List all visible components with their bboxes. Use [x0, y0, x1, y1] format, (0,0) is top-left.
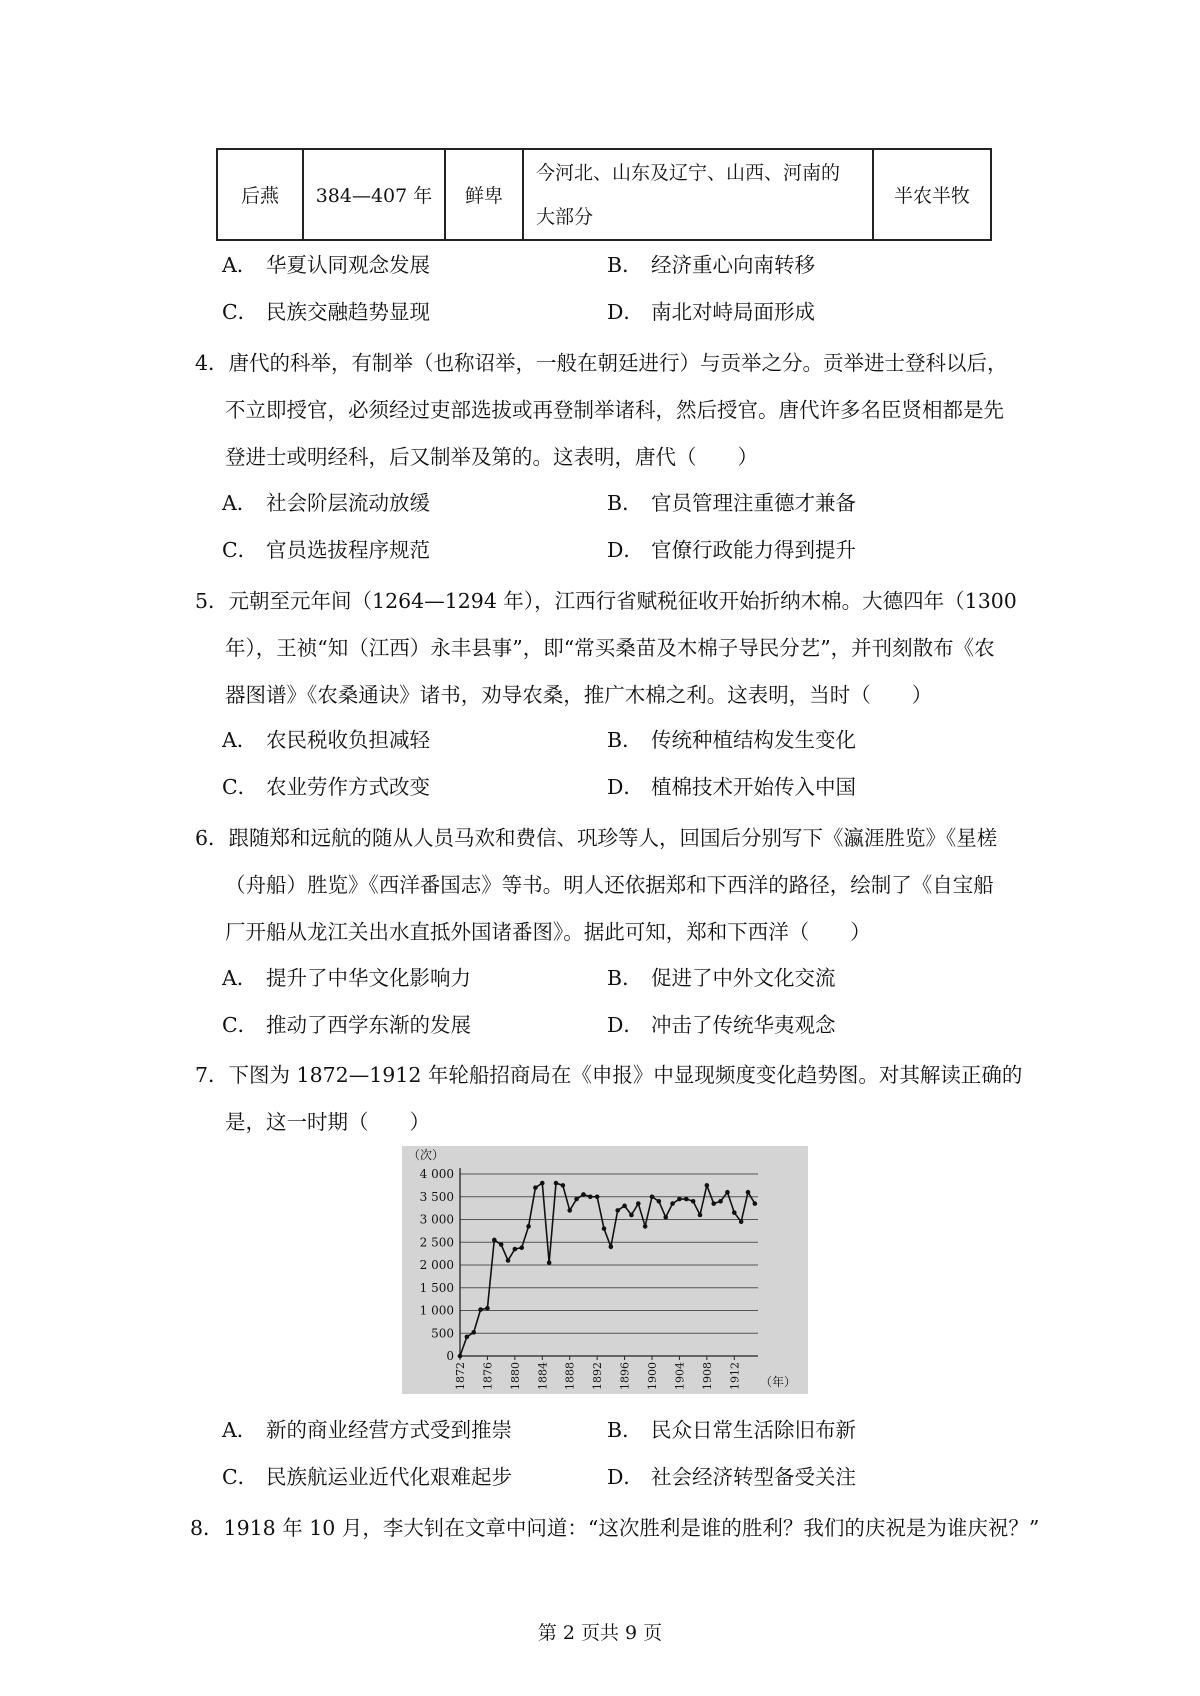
series-points: [458, 1181, 757, 1359]
shenbao-frequency-chart: [402, 1146, 808, 1394]
data-point: [588, 1194, 593, 1199]
q5-option-a[interactable]: A． 农民税收负担减轻: [222, 728, 430, 752]
q3-option-b[interactable]: B． 经济重心向南转移: [607, 253, 815, 277]
data-point: [561, 1183, 566, 1188]
q8-line-1: 8．1918 年 10 月，李大钊在文章中问道：“这次胜利是谁的胜利？我们的庆祝是为谁庆祝？”: [190, 1516, 1040, 1540]
table-row: [217, 149, 991, 240]
data-point: [698, 1213, 703, 1218]
data-point: [567, 1208, 572, 1213]
x-tick-labels: [454, 1362, 741, 1390]
x-tick-label: 1880: [508, 1362, 522, 1390]
x-tick-label: 1904: [673, 1362, 687, 1390]
data-point: [746, 1190, 751, 1195]
question-7-stem: [195, 1052, 1025, 1146]
series-polyline: [460, 1183, 755, 1356]
q5-line-2: 年），王祯“知（江西）永丰县事”，即“常买桑苗及木棉子导民分艺”，并刊刻散布《农: [225, 636, 995, 660]
q6-option-c[interactable]: C． 推动了西学东渐的发展: [222, 1013, 471, 1037]
data-point: [554, 1181, 559, 1186]
data-point: [506, 1258, 511, 1263]
table-cell-ethnic: 鲜卑: [445, 149, 523, 240]
q3-option-a[interactable]: A． 华夏认同观念发展: [222, 253, 430, 277]
data-point: [602, 1226, 607, 1231]
q6-line-2: （舟船）胜览》《西洋番国志》等书。明人还依据郑和下西洋的路径，绘制了《自宝船: [225, 873, 994, 897]
data-point: [636, 1201, 641, 1206]
data-point: [718, 1199, 723, 1204]
y-tick-label: 1 500: [419, 1280, 454, 1295]
q6-line-1: 6．跟随郑和远航的随从人员马欢和费信、巩珍等人，回国后分别写下《瀛涯胜览》《星槎: [195, 826, 998, 850]
data-point: [574, 1197, 579, 1202]
q5-options-row-2: [222, 767, 1022, 807]
q7-options-row-2: [222, 1457, 1022, 1497]
y-axis-label: （次）: [408, 1148, 445, 1162]
region-line-1: 今河北、山东及辽宁、山西、河南的: [536, 161, 841, 184]
question-4-stem: [195, 340, 1025, 481]
data-point: [513, 1247, 518, 1252]
x-tick-label: 1896: [618, 1362, 632, 1390]
data-point: [492, 1238, 497, 1243]
q4-option-c[interactable]: C． 官员选拔程序规范: [222, 538, 430, 562]
q4-options-row-2: [222, 530, 1022, 570]
data-point: [677, 1197, 682, 1202]
q6-options-row-2: [222, 1005, 1022, 1045]
data-point: [711, 1201, 716, 1206]
q4-option-a[interactable]: A． 社会阶层流动放缓: [222, 491, 430, 515]
table-cell-region: [523, 149, 873, 240]
q7-line-2: 是，这一时期（ ）: [225, 1110, 430, 1134]
data-point: [691, 1199, 696, 1204]
data-point: [609, 1245, 614, 1250]
data-point: [732, 1210, 737, 1215]
data-point: [465, 1335, 470, 1340]
q7-options-row-1: [222, 1410, 1022, 1450]
x-tick-label: 1900: [646, 1362, 659, 1390]
table-cell-years: 384—407 年: [303, 149, 445, 240]
q5-option-b[interactable]: B． 传统种植结构发生变化: [607, 728, 856, 752]
q5-options-row-1: [222, 720, 1022, 760]
x-tick-label: 1908: [700, 1362, 714, 1390]
x-tick-label: 1892: [591, 1362, 605, 1390]
question-8-stem: [190, 1505, 1050, 1552]
y-tick-label: 2 000: [419, 1258, 454, 1272]
q4-option-d[interactable]: D． 官僚行政能力得到提升: [607, 538, 856, 562]
q3-option-d[interactable]: D． 南北对峙局面形成: [607, 300, 815, 324]
data-point: [499, 1242, 504, 1247]
data-point: [458, 1354, 463, 1359]
q4-option-b[interactable]: B． 官员管理注重德才兼备: [607, 491, 856, 515]
data-point: [547, 1260, 552, 1265]
q7-option-d[interactable]: D． 社会经济转型备受关注: [607, 1465, 856, 1489]
question-6-stem: [195, 815, 1025, 956]
data-point: [684, 1197, 689, 1202]
data-point: [643, 1224, 648, 1229]
q4-line-3: 登进士或明经科，后又制举及第的。这表明，唐代（ ）: [225, 445, 758, 469]
q5-option-d[interactable]: D． 植棉技术开始传入中国: [607, 775, 856, 799]
x-tick-label: 1888: [563, 1362, 577, 1390]
data-point: [540, 1181, 545, 1186]
y-tick-label: 3 000: [419, 1212, 454, 1227]
q7-line-1: 7．下图为 1872—1912 年轮船招商局在《申报》中显现频度变化趋势图。对其解读正确的: [195, 1063, 1023, 1087]
data-point: [478, 1307, 483, 1312]
q4-line-1: 4．唐代的科举，有制举（也称诏举，一般在朝廷进行）与贡举之分。贡举进士登科以后，: [195, 351, 1008, 375]
q6-option-d[interactable]: D． 冲击了传统华夷观念: [607, 1013, 836, 1037]
y-tick-label: 2 500: [419, 1235, 454, 1250]
q6-options-row-1: [222, 958, 1022, 998]
data-point: [622, 1204, 627, 1209]
data-point: [485, 1306, 490, 1311]
y-tick-labels: [420, 1167, 454, 1363]
x-tick-label: 1912: [728, 1362, 742, 1390]
q6-option-b[interactable]: B． 促进了中外文化交流: [607, 966, 836, 990]
region-line-2: 大部分: [536, 205, 594, 228]
data-point: [705, 1183, 710, 1188]
data-point: [526, 1224, 531, 1229]
data-point: [615, 1208, 620, 1213]
x-tick-label: 1876: [481, 1362, 495, 1390]
y-tick-label: 3 500: [419, 1189, 454, 1204]
question-5-stem: [195, 578, 1025, 719]
q6-option-a[interactable]: A． 提升了中华文化影响力: [222, 966, 471, 990]
data-point: [739, 1219, 744, 1224]
q3-option-c[interactable]: C． 民族交融趋势显现: [222, 300, 430, 324]
q5-line-3: 器图谱》《农桑通诀》诸书，劝导农桑，推广木棉之利。这表明，当时（ ）: [225, 683, 933, 707]
dynasty-table: [216, 148, 992, 241]
q4-options-row-1: [222, 483, 1022, 523]
table-cell-name: 后燕: [217, 149, 303, 240]
y-tick-label: 0: [446, 1349, 454, 1363]
q5-line-1: 5．元朝至元年间（1264—1294 年），江西行省赋税征收开始折纳木棉。大德四年（1300: [195, 589, 1017, 613]
q3-options-row-2: [222, 292, 1022, 332]
y-tick-label: 500: [431, 1326, 454, 1341]
data-point: [657, 1199, 662, 1204]
table-cell-economy: 半农半牧: [873, 149, 991, 240]
y-tick-label: 1 000: [419, 1303, 454, 1318]
x-tick-label: 1884: [536, 1362, 550, 1390]
data-point: [650, 1194, 655, 1199]
x-axis-label: （年）: [760, 1375, 797, 1389]
data-point: [519, 1245, 524, 1250]
chart-svg: [402, 1146, 808, 1394]
data-point: [581, 1192, 586, 1197]
data-point: [670, 1201, 675, 1206]
data-point: [663, 1215, 668, 1220]
data-point: [533, 1185, 538, 1190]
page-footer: 第 2 页共 9 页: [537, 1622, 663, 1644]
data-point: [471, 1330, 476, 1335]
q7-option-c[interactable]: C． 民族航运业近代化艰难起步: [222, 1465, 512, 1489]
data-point: [629, 1213, 634, 1218]
x-tick-label: 1872: [454, 1362, 467, 1390]
q7-option-a[interactable]: A． 新的商业经营方式受到推崇: [222, 1418, 512, 1442]
q5-option-c[interactable]: C． 农业劳作方式改变: [222, 775, 430, 799]
data-point: [725, 1190, 730, 1195]
y-tick-label: 4 000: [419, 1167, 454, 1181]
data-point: [595, 1194, 600, 1199]
q3-options-row-1: [222, 245, 1022, 285]
data-point: [753, 1201, 758, 1206]
series-line: [460, 1183, 755, 1356]
q4-line-2: 不立即授官，必须经过吏部选拔或再登制举诸科，然后授官。唐代许多名臣贤相都是先: [225, 398, 1004, 422]
q6-line-3: 厂开船从龙江关出水直抵外国诸番图》。据此可知，郑和下西洋（ ）: [225, 920, 871, 944]
q7-option-b[interactable]: B． 民众日常生活除旧布新: [607, 1418, 856, 1442]
